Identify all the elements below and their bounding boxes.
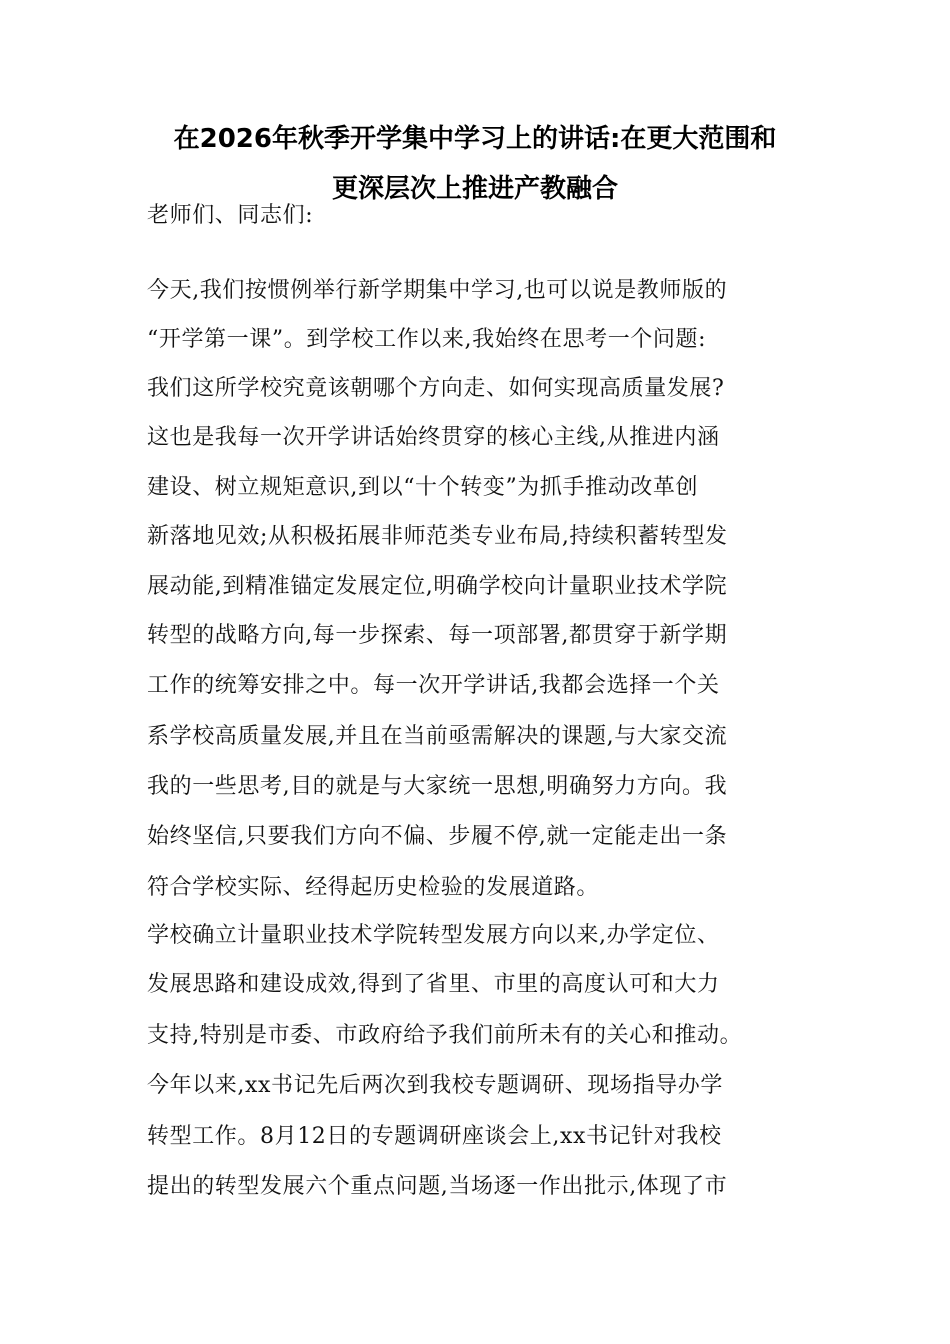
paragraph-1-line-5: 建设、树立规矩意识,到以“十个转变”为抓手推动改革创 — [147, 475, 699, 500]
paragraph-1-line-11: 我的一些思考,目的就是与大家统一思想,明确努力方向。我 — [147, 774, 728, 799]
document-title-line-1: 在2026年秋季开学集中学习上的讲话:在更大范围和 — [173, 124, 777, 154]
paragraph-1-line-9: 工作的统筹安排之中。每一次开学讲话,我都会选择一个关 — [147, 673, 720, 698]
paragraph-2-line-4: 今年以来,xx书记先后两次到我校专题调研、现场指导办学 — [147, 1073, 724, 1098]
paragraph-1-line-8: 转型的战略方向,每一步探索、每一项部署,都贯穿于新学期 — [147, 623, 728, 648]
paragraph-2-line-2: 发展思路和建设成效,得到了省里、市里的高度认可和大力 — [147, 972, 720, 997]
paragraph-2-line-5: 转型工作。8月12日的专题调研座谈会上,xx书记针对我校 — [147, 1124, 722, 1149]
paragraph-2-line-1: 学校确立计量职业技术学院转型发展方向以来,办学定位、 — [147, 923, 720, 948]
paragraph-1-line-10: 系学校高质量发展,并且在当前亟需解决的课题,与大家交流 — [147, 724, 728, 749]
paragraph-1-line-13: 符合学校实际、经得起历史检验的发展道路。 — [147, 875, 600, 900]
paragraph-1-line-3: 我们这所学校究竟该朝哪个方向走、如何实现高质量发展? — [147, 376, 725, 401]
paragraph-1-line-6: 新落地见效;从积极拓展非师范类专业布局,持续积蓄转型发 — [147, 524, 728, 549]
paragraph-2-line-3: 支持,特别是市委、市政府给予我们前所未有的关心和推动。 — [147, 1023, 743, 1048]
paragraph-2-line-6: 提出的转型发展六个重点问题,当场逐一作出批示,体现了市 — [147, 1174, 728, 1199]
paragraph-1-line-2: “开学第一课”。到学校工作以来,我始终在思考一个问题: — [147, 327, 707, 352]
paragraph-1-line-4: 这也是我每一次开学讲话始终贯穿的核心主线,从推进内涵 — [147, 425, 720, 450]
salutation: 老师们、同志们: — [147, 203, 314, 228]
paragraph-1-line-1: 今天,我们按惯例举行新学期集中学习,也可以说是教师版的 — [147, 278, 728, 303]
paragraph-1-line-7: 展动能,到精准锚定发展定位,明确学校向计量职业技术学院 — [147, 574, 728, 599]
document-title-line-2: 更深层次上推进产教融合 — [331, 174, 618, 204]
paragraph-1-line-12: 始终坚信,只要我们方向不偏、步履不停,就一定能走出一条 — [147, 824, 728, 849]
